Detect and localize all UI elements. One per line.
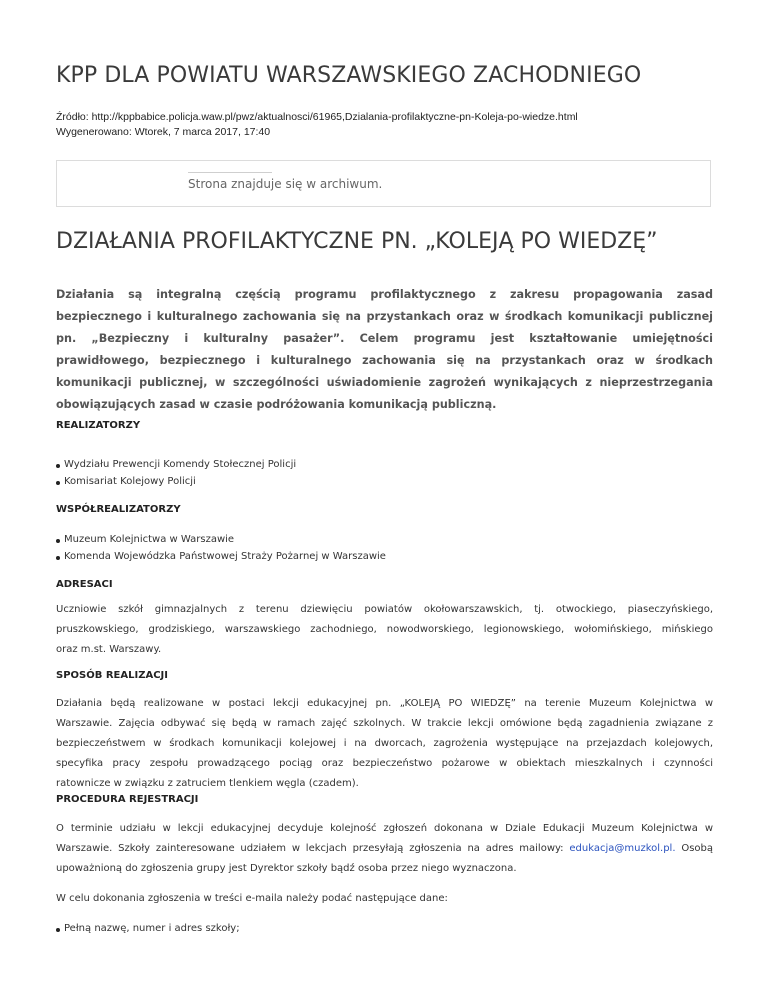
section-heading-wspolrealizatorzy: WSPÓŁREALIZATORZY bbox=[56, 504, 181, 515]
lead-line: bezpiecznego i kulturalnego zachowania się na przystankach oraz w środkach komunikacji publicznej bbox=[56, 310, 713, 323]
list-item: Komisariat Kolejowy Policji bbox=[56, 473, 296, 490]
list-item: Wydziału Prewencji Komendy Stołecznej Policji bbox=[56, 456, 296, 473]
archive-notice: Strona znajduje się w archiwum. bbox=[188, 177, 383, 191]
realizatorzy-list bbox=[56, 456, 296, 490]
section-heading-adresaci: ADRESACI bbox=[56, 579, 113, 590]
lead-line: prawidłowego, bezpiecznego i kulturalnego zachowania się na przystankach oraz w środkach bbox=[56, 354, 713, 367]
procedura-list bbox=[56, 920, 240, 937]
text-line: oraz m.st. Warszawy. bbox=[56, 644, 162, 655]
text-line: upoważnioną do zgłoszenia grupy jest Dyrektor szkoły bądź osoba przez niego wyznaczona. bbox=[56, 863, 517, 874]
procedura-intro bbox=[56, 889, 713, 909]
text-line bbox=[56, 839, 713, 859]
article-title: DZIAŁANIA PROFILAKTYCZNE PN. „KOLEJĄ PO WIEDZĘ” bbox=[56, 229, 658, 254]
section-heading-realizatorzy: REALIZATORZY bbox=[56, 420, 141, 431]
text-line: specyfika pracy zespołu prowadzącego pociąg oraz bezpieczeństwo pożarowe w obiektach mieszkalnych i czynności bbox=[56, 758, 713, 769]
source-url: Źródło: http://kppbabice.policja.waw.pl/pwz/aktualnosci/61965,Dzialania-profilaktyczne-pn-Koleja-po-wiedze.html bbox=[56, 111, 578, 123]
text-line: W celu dokonania zgłoszenia w treści e-maila należy podać następujące dane: bbox=[56, 893, 448, 904]
text-fragment: Warszawie. Szkoły zainteresowane udziałem w lekcjach przesyłają zgłoszenia na adres mailowy: bbox=[56, 843, 570, 854]
section-heading-sposob: SPOSÓB REALIZACJI bbox=[56, 670, 168, 681]
text-line: ratownicze w związku z zatruciem tlenkiem węgla (czadem). bbox=[56, 778, 359, 789]
archive-divider bbox=[188, 172, 272, 173]
sposob-text bbox=[56, 694, 713, 794]
text-fragment: Osobą bbox=[675, 843, 713, 854]
generated-date: Wygenerowano: Wtorek, 7 marca 2017, 17:40 bbox=[56, 126, 271, 138]
text-line: O terminie udziału w lekcji edukacyjnej decyduje kolejność zgłoszeń dokonana w Dziale Edukacji Muzeum Kolejnictwa w bbox=[56, 823, 713, 834]
list-item: Komenda Wojewódzka Państwowej Straży Pożarnej w Warszawie bbox=[56, 548, 386, 565]
adresaci-text bbox=[56, 600, 713, 660]
archive-notice-box bbox=[56, 160, 711, 207]
text-line: Uczniowie szkół gimnazjalnych z terenu dziewięciu powiatów okołowarszawskich, tj. otwockiego, piaseczyńskiego, bbox=[56, 604, 713, 615]
wspolrealizatorzy-list bbox=[56, 531, 386, 565]
text-line: Warszawie. Zajęcia odbywać się będą w ramach zajęć szkolnych. W trakcie lekcji omówione będą zagadnienia związane z bbox=[56, 718, 713, 729]
meta-info bbox=[56, 110, 578, 140]
procedura-text bbox=[56, 819, 713, 879]
list-item: Muzeum Kolejnictwa w Warszawie bbox=[56, 531, 386, 548]
article-lead bbox=[56, 284, 713, 416]
text-line: Działania będą realizowane w postaci lekcji edukacyjnej pn. „KOLEJĄ PO WIEDZĘ” na terenie Muzeum Kolejnictwa w bbox=[56, 698, 713, 709]
list-item: Pełną nazwę, numer i adres szkoły; bbox=[56, 920, 240, 937]
lead-line: obowiązujących zasad w czasie podróżowania komunikacją publiczną. bbox=[56, 398, 497, 411]
lead-line: komunikacji publicznej, w szczególności uświadomienie zagrożeń wynikających z nieprzestrzegania bbox=[56, 376, 713, 389]
lead-line: pn. „Bezpieczny i kulturalny pasażer”. Celem programu jest kształtowanie umiejętności bbox=[56, 332, 713, 345]
text-line: bezpieczeństwem w środkach komunikacji kolejowej i na dworcach, zagrożenia występujące na przejazdach kolejowych, bbox=[56, 738, 713, 749]
lead-line: Działania są integralną częścią programu profilaktycznego z zakresu propagowania zasad bbox=[56, 288, 713, 301]
email-link[interactable]: edukacja@muzkol.pl. bbox=[569, 843, 676, 854]
site-title: KPP DLA POWIATU WARSZAWSKIEGO ZACHODNIEGO bbox=[56, 63, 642, 88]
section-heading-procedura: PROCEDURA REJESTRACJI bbox=[56, 794, 199, 805]
text-line: pruszkowskiego, grodziskiego, warszawskiego zachodniego, nowodworskiego, legionowskiego, wołomińskiego, mińskiego bbox=[56, 624, 713, 635]
